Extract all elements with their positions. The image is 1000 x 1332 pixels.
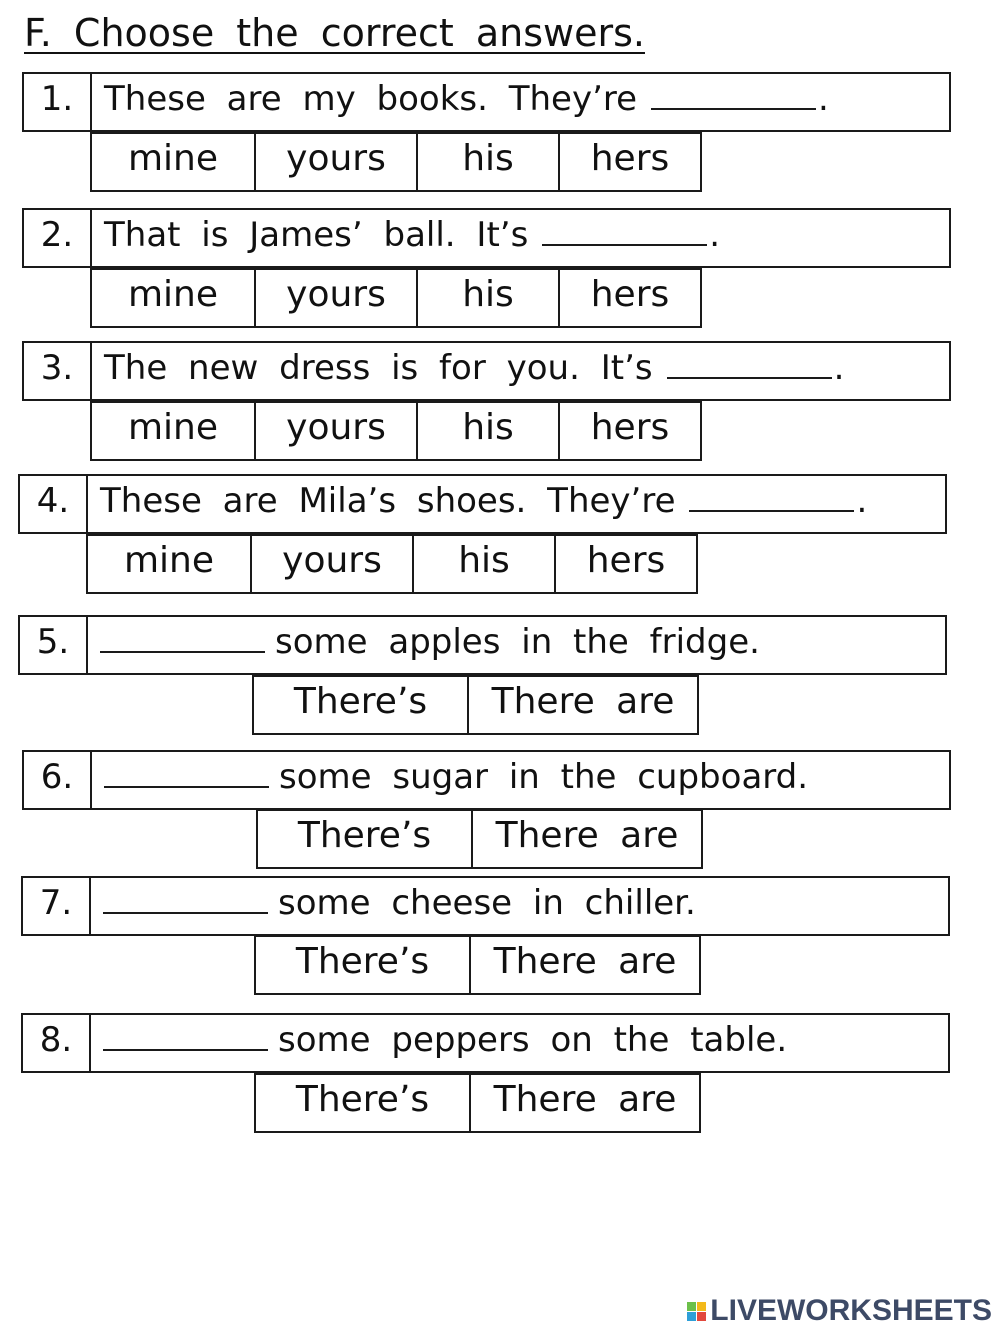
option-theres[interactable]: There’s — [252, 675, 469, 735]
question-number: 3. — [24, 343, 92, 399]
question-text-end: . — [709, 215, 721, 255]
question-number: 8. — [23, 1015, 91, 1071]
option-mine[interactable]: mine — [86, 534, 252, 594]
question-number: 1. — [24, 74, 92, 130]
option-yours[interactable]: yours — [254, 268, 418, 328]
question-text-part: some peppers on the table. — [278, 1020, 788, 1060]
question-number: 4. — [20, 476, 88, 532]
option-there-are[interactable]: There are — [471, 809, 703, 869]
question-text — [91, 878, 696, 934]
question-5-options — [252, 675, 699, 735]
question-text-part: some apples in the fridge. — [275, 622, 760, 662]
question-text — [92, 752, 808, 808]
question-6-row — [22, 750, 951, 810]
question-7-row — [21, 876, 950, 936]
question-text — [92, 74, 829, 130]
answer-blank[interactable] — [103, 1029, 268, 1051]
option-hers[interactable]: hers — [558, 401, 702, 461]
question-4-row — [18, 474, 947, 534]
option-his[interactable]: his — [416, 132, 560, 192]
question-text-part: That is James’ ball. It’s — [104, 215, 529, 255]
question-number: 2. — [24, 210, 92, 266]
option-hers[interactable]: hers — [558, 132, 702, 192]
question-3-options — [90, 401, 702, 461]
question-1-row — [22, 72, 951, 132]
option-his[interactable]: his — [416, 401, 560, 461]
answer-blank[interactable] — [667, 357, 832, 379]
option-mine[interactable]: mine — [90, 268, 256, 328]
option-theres[interactable]: There’s — [256, 809, 473, 869]
question-text-part: The new dress is for you. It’s — [104, 348, 653, 388]
answer-blank[interactable] — [689, 490, 854, 512]
question-text — [92, 343, 844, 399]
answer-blank[interactable] — [100, 631, 265, 653]
question-number: 6. — [24, 752, 92, 808]
option-hers[interactable]: hers — [558, 268, 702, 328]
question-text — [88, 476, 867, 532]
option-there-are[interactable]: There are — [469, 935, 701, 995]
answer-blank[interactable] — [103, 892, 268, 914]
question-number: 5. — [20, 617, 88, 673]
question-4-options — [86, 534, 698, 594]
option-yours[interactable]: yours — [254, 401, 418, 461]
question-8-options — [254, 1073, 701, 1133]
question-text-end: . — [818, 79, 829, 119]
question-2-options — [90, 268, 702, 328]
option-yours[interactable]: yours — [250, 534, 414, 594]
option-there-are[interactable]: There are — [469, 1073, 701, 1133]
option-mine[interactable]: mine — [90, 401, 256, 461]
liveworksheets-watermark — [687, 1294, 992, 1328]
question-text-end: . — [833, 348, 845, 388]
answer-blank[interactable] — [542, 224, 707, 246]
question-5-row — [18, 615, 947, 675]
liveworksheets-logo-icon — [687, 1302, 706, 1321]
question-3-row — [22, 341, 951, 401]
question-text — [88, 617, 760, 673]
question-text-part: some sugar in the cupboard. — [279, 757, 809, 797]
question-8-row — [21, 1013, 950, 1073]
question-1-options — [90, 132, 702, 192]
question-text-end: . — [856, 481, 868, 521]
question-text-part: some cheese in chiller. — [278, 883, 696, 923]
question-number: 7. — [23, 878, 91, 934]
watermark-text: LIVEWORKSHEETS — [710, 1294, 992, 1327]
option-his[interactable]: his — [412, 534, 556, 594]
option-his[interactable]: his — [416, 268, 560, 328]
worksheet-title: F. Choose the correct answers. — [24, 11, 645, 55]
question-text — [92, 210, 720, 266]
answer-blank[interactable] — [104, 766, 269, 788]
option-theres[interactable]: There’s — [254, 1073, 471, 1133]
option-yours[interactable]: yours — [254, 132, 418, 192]
question-6-options — [256, 809, 703, 869]
answer-blank[interactable] — [651, 88, 816, 110]
option-there-are[interactable]: There are — [467, 675, 699, 735]
question-text-part: These are Mila’s shoes. They’re — [100, 481, 676, 521]
option-mine[interactable]: mine — [90, 132, 256, 192]
question-2-row — [22, 208, 951, 268]
option-hers[interactable]: hers — [554, 534, 698, 594]
question-text-part: These are my books. They’re — [104, 79, 638, 119]
question-text — [91, 1015, 787, 1071]
option-theres[interactable]: There’s — [254, 935, 471, 995]
question-7-options — [254, 935, 701, 995]
